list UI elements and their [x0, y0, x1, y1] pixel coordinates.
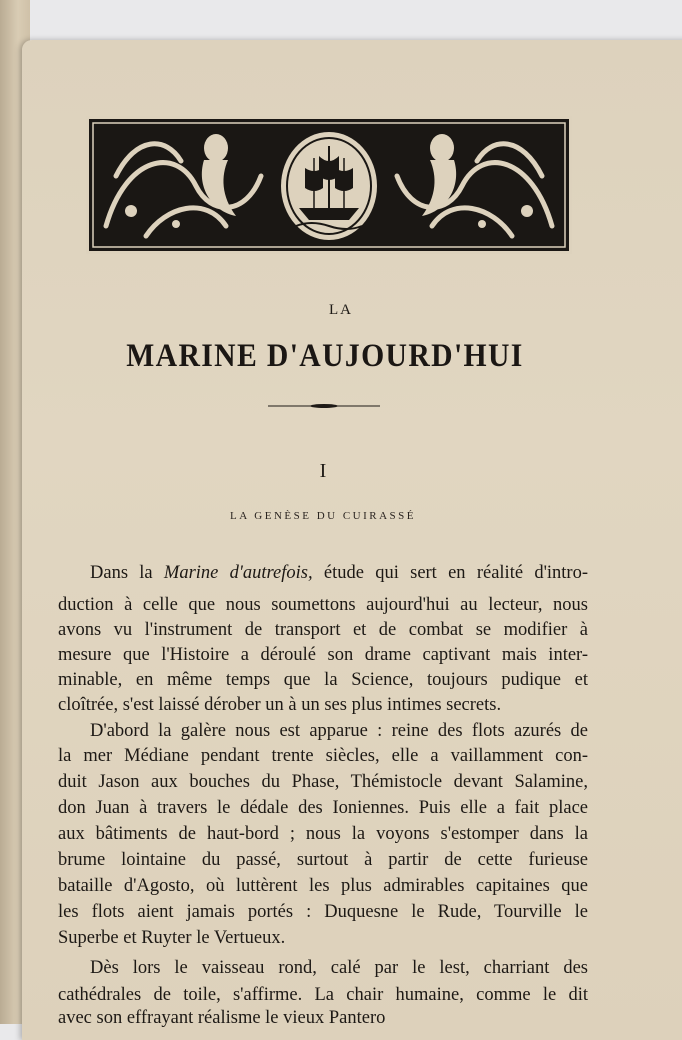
book-title-reference: Marine d'autrefois,	[163, 563, 313, 583]
decorative-headpiece	[86, 116, 572, 254]
text-line: mesure que l'Histoire a déroulé son drame captivant mais inter-	[58, 645, 588, 665]
title-rule-divider	[268, 402, 380, 410]
ship-medallion-icon	[281, 132, 377, 240]
text-line: duit Jason aux bouches du Phase, Thémistocle devant Salamine,	[58, 772, 588, 792]
text-line: brume lointaine du passé, surtout à partir de cette furieuse	[58, 850, 588, 870]
text-line: cathédrales de toile, s'affirme. La chair humaine, comme le dit	[58, 985, 588, 1005]
text-line: don Juan à travers le dédale des Ioniennes. Puis elle a fait place	[58, 798, 588, 818]
text-line: minable, en même temps que la Science, toujours pudique et	[58, 670, 588, 690]
text-line: bataille d'Agosto, où luttèrent les plus admirables capitaines que	[58, 876, 588, 896]
text-line: Superbe et Ruyter le Vertueux.	[58, 928, 286, 948]
text-line: avec son effrayant réalisme le vieux Pantero	[58, 1008, 386, 1028]
text-line: cloîtrée, s'est laissé dérober un à un ses plus intimes secrets.	[58, 695, 502, 715]
chapter-title: LA GENÈSE DU CUIRASSÉ	[229, 510, 417, 522]
text-line: duction à celle que nous soumettons aujourd'hui au lecteur, nous	[58, 595, 588, 615]
text-line: Dans la Marine d'autrefois, étude qui sert en réalité d'intro-	[90, 563, 589, 583]
chapter-number: I	[319, 460, 327, 482]
text-line: Dès lors le vaisseau rond, calé par le lest, charriant des	[90, 958, 588, 978]
text-line: la mer Médiane pendant trente siècles, elle a vaillamment con-	[58, 746, 588, 766]
text-line: D'abord la galère nous est apparue : reine des flots azurés de	[90, 721, 588, 741]
text-line: avons vu l'instrument de transport et de combat se modifier à	[58, 620, 588, 640]
title-kicker: LA	[329, 302, 353, 318]
text-line: les flots aient jamais portés : Duquesne le Rude, Tourville le	[58, 902, 588, 922]
text-line: aux bâtiments de haut-bord ; nous la voyons s'estomper dans la	[58, 824, 588, 844]
page-title: MARINE D'AUJOURD'HUI	[126, 338, 524, 374]
